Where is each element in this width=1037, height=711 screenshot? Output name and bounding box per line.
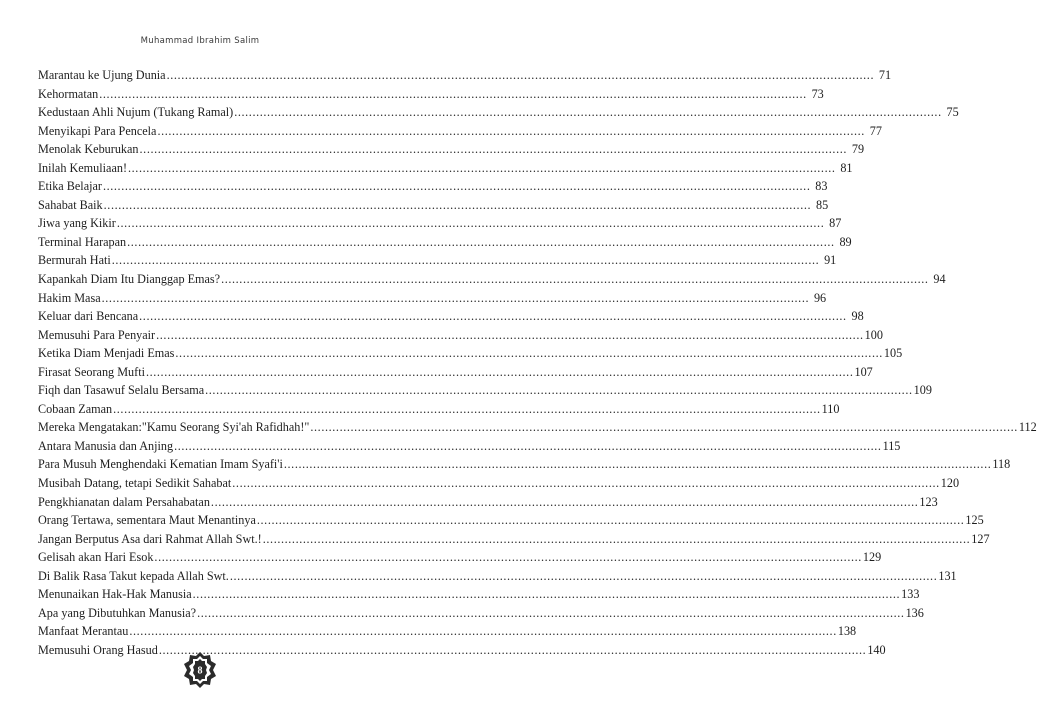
toc-leader-dots	[197, 604, 905, 623]
toc-entry-title: Bermurah Hati	[38, 253, 111, 268]
toc-entry-page: 125	[965, 513, 984, 528]
toc-entry	[38, 604, 924, 623]
toc-entry-title: Inilah Kemuliaan!	[38, 160, 128, 175]
toc-leader-dots	[156, 326, 864, 345]
toc-entry-title: Memusuhi Orang Hasud	[38, 642, 158, 657]
toc-entry-title: Musibah Datang, tetapi Sedikit Sahabat	[38, 476, 232, 491]
toc-entry-page: 107	[854, 364, 873, 379]
toc-entry-page: 112	[1018, 420, 1037, 435]
toc-entry	[38, 493, 938, 512]
toc-entry	[38, 251, 837, 270]
toc-entry	[38, 567, 957, 586]
toc-leader-dots	[205, 381, 913, 400]
toc-entry	[38, 622, 857, 641]
toc-entry-page: 87	[829, 216, 842, 231]
toc-entry-page: 85	[815, 197, 829, 212]
toc-entry-page: 98	[851, 309, 864, 324]
toc-entry-title: Kapankah Diam Itu Dianggap Emas?	[38, 272, 221, 287]
toc-leader-dots	[99, 85, 807, 104]
toc-entry-title: Firasat Seorang Mufti	[38, 364, 145, 379]
toc-leader-dots	[140, 140, 848, 159]
toc-entry-title: Jiwa yang Kikir	[38, 216, 116, 231]
toc-leader-dots	[232, 474, 940, 493]
toc-leader-dots	[146, 363, 854, 382]
toc-entry-title: Terminal Harapan	[38, 234, 127, 249]
toc-entry-page: 100	[864, 327, 883, 342]
running-header: Muhammad Ibrahim Salim	[140, 36, 260, 46]
toc-entry-title: Menyikapi Para Pencela	[38, 123, 157, 138]
toc-entry-page: 89	[839, 234, 852, 249]
toc-entry	[38, 214, 842, 233]
toc-entry	[38, 548, 882, 567]
toc-entry-page: 129	[862, 550, 882, 565]
toc-entry-title: Kedustaan Ahli Nujum (Tukang Ramal)	[38, 105, 234, 120]
toc-leader-dots	[263, 530, 971, 549]
toc-entry-page: 73	[811, 86, 824, 101]
toc-leader-dots	[310, 418, 1018, 437]
toc-entry	[38, 196, 829, 215]
toc-entry-page: 120	[940, 476, 960, 491]
toc-entry-page: 123	[919, 494, 938, 509]
toc-leader-dots	[112, 251, 820, 270]
toc-entry-page: 138	[837, 624, 857, 639]
toc-entry-page: 91	[824, 253, 837, 268]
toc-entry-page: 140	[867, 642, 886, 657]
toc-leader-dots	[221, 270, 929, 289]
toc-entry	[38, 103, 959, 122]
toc-entry	[38, 474, 960, 493]
toc-entry-title: Fiqh dan Tasawuf Selalu Bersama	[38, 383, 205, 398]
toc-entry-page: 105	[883, 346, 903, 361]
toc-leader-dots	[157, 122, 865, 141]
toc-entry	[38, 289, 827, 308]
toc-entry	[38, 85, 824, 104]
toc-entry	[38, 307, 864, 326]
toc-entry-page: 109	[913, 383, 932, 398]
toc-entry-title: Ketika Diam Menjadi Emas	[38, 346, 175, 361]
table-of-contents	[38, 66, 1037, 660]
toc-entry-page: 71	[878, 68, 892, 82]
toc-entry-title: Gelisah akan Hari Esok	[38, 550, 154, 565]
toc-leader-dots	[127, 233, 835, 252]
toc-leader-dots	[102, 289, 810, 308]
toc-entry-title: Para Musuh Menghendaki Kematian Imam Syafi'i	[38, 457, 283, 472]
toc-entry-title: Sahabat Baik	[38, 197, 103, 212]
toc-entry	[38, 177, 828, 196]
toc-entry-title: Di Balik Rasa Takut kepada Allah Swt.	[38, 568, 229, 583]
toc-entry-page: 131	[938, 568, 957, 583]
toc-entry	[38, 344, 903, 363]
toc-leader-dots	[284, 455, 992, 474]
ornamental-frame-icon	[180, 650, 220, 690]
toc-entry-page: 83	[815, 179, 828, 194]
toc-entry	[38, 455, 1011, 474]
toc-entry-page: 136	[905, 605, 924, 620]
toc-entry-title: Antara Manusia dan Anjing	[38, 438, 174, 453]
toc-entry-title: Apa yang Dibutuhkan Manusia?	[38, 605, 197, 620]
toc-entry-page: 118	[992, 457, 1011, 472]
toc-entry-title: Kehormatan	[38, 86, 99, 101]
toc-entry-title: Keluar dari Bencana	[38, 309, 139, 324]
toc-entry	[38, 530, 990, 549]
toc-entry	[38, 122, 882, 141]
toc-leader-dots	[174, 437, 882, 456]
toc-entry	[38, 585, 920, 604]
toc-leader-dots	[167, 66, 875, 85]
toc-entry-page: 94	[933, 272, 946, 287]
toc-entry-title: Memusuhi Para Penyair	[38, 327, 156, 342]
toc-entry	[38, 270, 946, 289]
toc-entry-title: Etika Belajar	[38, 179, 102, 194]
toc-entry-title: Cobaan Zaman	[38, 401, 113, 416]
toc-leader-dots	[128, 159, 836, 178]
toc-entry	[38, 363, 873, 382]
toc-leader-dots	[154, 548, 862, 567]
toc-leader-dots	[193, 585, 901, 604]
toc-entry-title: Menunaikan Hak-Hak Manusia	[38, 587, 192, 602]
toc-entry-page: 81	[840, 160, 853, 175]
toc-entry-page: 96	[813, 290, 827, 305]
toc-entry-page: 75	[946, 105, 959, 120]
toc-entry-title: Pengkhianatan dalam Persahabatan	[38, 494, 210, 509]
toc-entry-title: Hakim Masa	[38, 290, 101, 305]
toc-leader-dots	[103, 177, 811, 196]
toc-entry-page: 79	[851, 142, 865, 157]
page-number: 8	[197, 665, 203, 677]
toc-leader-dots	[211, 493, 919, 512]
toc-leader-dots	[104, 196, 812, 215]
toc-leader-dots	[230, 567, 938, 586]
toc-entry	[38, 418, 1037, 437]
toc-entry-page: 115	[882, 438, 901, 453]
toc-entry-title: Menolak Keburukan	[38, 142, 139, 157]
toc-entry-title: Mereka Mengatakan:"Kamu Seorang Syi'ah Rafidhah!"	[38, 420, 310, 435]
toc-entry-title: Orang Tertawa, sementara Maut Menantinya	[38, 513, 256, 528]
toc-entry	[38, 66, 892, 85]
toc-entry	[38, 381, 932, 400]
toc-leader-dots	[257, 511, 965, 530]
toc-entry	[38, 400, 840, 419]
toc-leader-dots	[139, 307, 847, 326]
toc-entry	[38, 159, 853, 178]
toc-leader-dots	[117, 214, 825, 233]
toc-entry-page: 133	[901, 587, 920, 602]
toc-entry	[38, 233, 852, 252]
toc-entry	[38, 511, 984, 530]
toc-entry	[38, 140, 865, 159]
toc-entry	[38, 326, 883, 345]
toc-entry-title: Marantau ke Ujung Dunia	[38, 68, 166, 82]
toc-entry	[38, 437, 901, 456]
toc-leader-dots	[129, 622, 837, 641]
toc-entry-page: 77	[869, 123, 882, 138]
toc-leader-dots	[159, 641, 867, 660]
toc-entry-title: Jangan Berputus Asa dari Rahmat Allah Swt.!	[38, 531, 262, 546]
toc-entry-page: 127	[971, 531, 990, 546]
toc-entry-page: 110	[821, 401, 840, 416]
toc-leader-dots	[234, 103, 942, 122]
toc-leader-dots	[175, 344, 883, 363]
toc-leader-dots	[113, 400, 821, 419]
toc-entry-title: Manfaat Merantau	[38, 624, 129, 639]
